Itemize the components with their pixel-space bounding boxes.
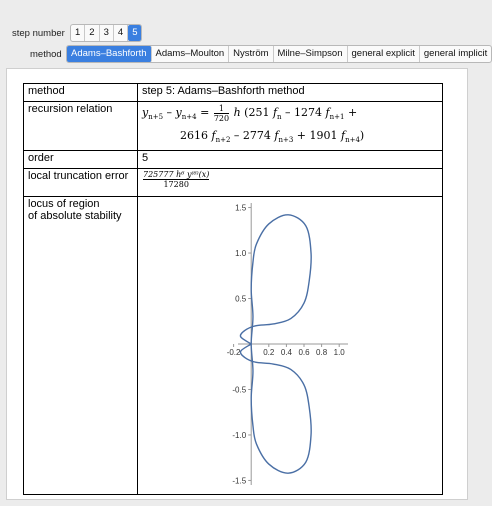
y-tick-label: 1.5 bbox=[235, 203, 247, 213]
y-tick-label: -1.5 bbox=[232, 476, 247, 486]
order-row-value: 5 bbox=[138, 151, 443, 169]
method-selector[interactable] bbox=[66, 45, 492, 63]
x-tick-label: -0.2 bbox=[226, 348, 241, 358]
method-option-adams-bashforth[interactable]: Adams–Bashforth bbox=[67, 46, 152, 62]
y-tick-label: 1.0 bbox=[235, 249, 247, 259]
step-option-2[interactable]: 2 bbox=[85, 25, 99, 41]
lte-row-label: local truncation error bbox=[24, 169, 138, 197]
x-tick-label: 0.2 bbox=[263, 348, 275, 358]
recursion-formula: $y_{n+5} - y_{n+4}$ = $\frac{1}{720}$ h (251 $f_n - 1274$ $f_{n+1}$ + 2616 $f_{n+2} - 2774$ $f_{n+3} + 1901$ $f_{n+4}$) bbox=[138, 102, 443, 151]
y-tick-label: 0.5 bbox=[235, 294, 247, 304]
step-option-3[interactable]: 3 bbox=[100, 25, 114, 41]
order-row-label: order bbox=[24, 151, 138, 169]
method-row-value: step 5: Adams–Bashforth method bbox=[138, 84, 443, 102]
method-option-milne-simpson[interactable]: Milne–Simpson bbox=[274, 46, 348, 62]
method-option-general-explicit[interactable]: general explicit bbox=[348, 46, 420, 62]
stability-locus-plot bbox=[138, 197, 438, 491]
y-tick-label: -0.5 bbox=[232, 385, 247, 395]
method-option-nystrom[interactable]: Nyström bbox=[229, 46, 273, 62]
lte-value: $\frac{\text{725777 h⁶ y⁽⁶⁾(x)}}{17280}$ bbox=[138, 169, 443, 197]
output-panel bbox=[6, 68, 468, 500]
x-tick-label: 0.6 bbox=[298, 348, 310, 358]
results-table bbox=[23, 83, 443, 495]
step-number-label: step number bbox=[12, 28, 65, 39]
method-option-adams-moulton[interactable]: Adams–Moulton bbox=[152, 46, 230, 62]
recursion-row-label: recursion relation bbox=[24, 102, 138, 151]
step-option-4[interactable]: 4 bbox=[114, 25, 128, 41]
step-option-5[interactable]: 5 bbox=[128, 25, 141, 41]
method-label: method bbox=[30, 49, 62, 60]
y-tick-label: -1.0 bbox=[232, 431, 247, 441]
stability-plot-cell bbox=[138, 197, 443, 495]
step-option-1[interactable]: 1 bbox=[71, 25, 85, 41]
step-number-selector[interactable] bbox=[70, 24, 142, 42]
x-tick-label: 1.0 bbox=[333, 348, 345, 358]
x-tick-label: 0.8 bbox=[316, 348, 328, 358]
locus-row-label: locus of region of absolute stability bbox=[24, 197, 138, 495]
x-tick-label: 0.4 bbox=[280, 348, 292, 358]
method-option-general-implicit[interactable]: general implicit bbox=[423, 48, 488, 59]
method-row-label: method bbox=[24, 84, 138, 102]
